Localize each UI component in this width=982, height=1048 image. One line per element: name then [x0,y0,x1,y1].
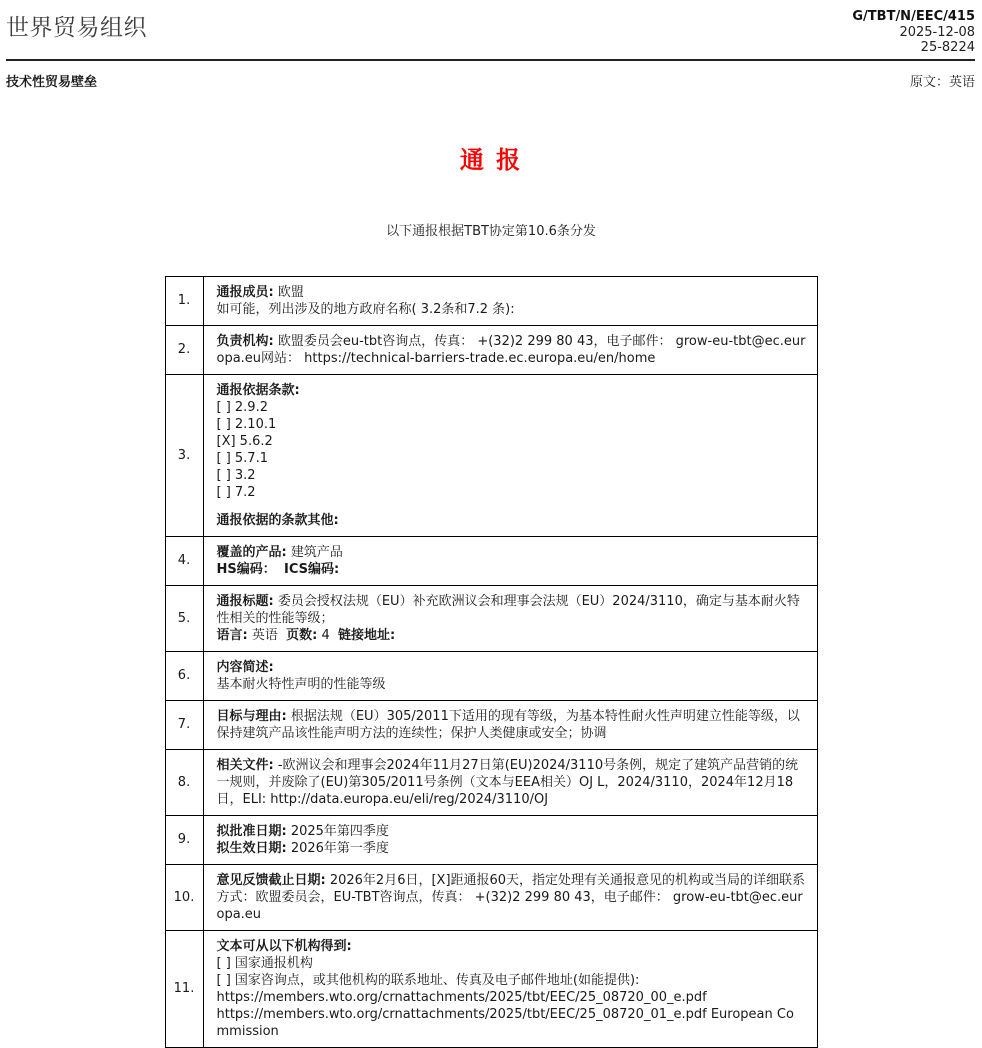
row-number: 10. [165,864,203,930]
field-label: 通报依据的条款其他: [216,512,339,528]
original-language: 原文：英语 [909,74,975,90]
table-row [165,651,817,700]
field-label: 通报依据条款: [216,382,300,398]
row-content [203,749,817,815]
table-row [165,585,817,651]
table-row [165,536,817,585]
row-text-line [217,627,807,644]
row-text-line [217,676,807,693]
field-value: 如可能，列出涉及的地方政府名称( 3.2条和7.2 条): [216,301,515,317]
row-content [203,700,817,749]
table-row [165,374,817,536]
table-row [165,749,817,815]
distribution-note: 以下通报根据TBT协定第10.6条分发 [386,223,596,239]
row-content [203,536,817,585]
field-value: [X] 5.6.2 [216,433,273,449]
row-text-line [217,972,807,989]
section-label: 技术性贸易壁垒 [6,74,98,90]
field-label: 拟批准日期: [216,823,287,839]
row-text-line [217,382,807,399]
row-text-line [217,416,807,433]
row-text-line [217,561,807,578]
field-value: https://members.wto.org/crnattachments/2025/tbt/EEC/25_08720_00_e.pdf [216,989,707,1005]
field-value: [ ] 7.2 [216,484,256,500]
field-label: 负责机构: [216,333,274,349]
field-label: 内容简述: [216,659,274,675]
row-text-line [217,301,807,318]
row-text-line [217,284,807,301]
field-value: 根据法规（EU）305/2011下适用的现有等级，为基本特性耐火性声明建立性能等级，以保持建筑产品该性能声明方法的连续性；保护人类健康或安全；协调 [216,708,800,741]
row-text-line [217,1006,807,1040]
row-text-line [217,467,807,484]
row-number: 4. [165,536,203,585]
document-meta [852,9,975,56]
field-label: 通报成员: [216,284,274,300]
row-content [203,276,817,325]
row-number: 3. [165,374,203,536]
row-content [203,325,817,374]
field-label: HS编码： [216,561,276,577]
field-value: 基本耐火特性声明的性能等级 [216,676,386,692]
row-text-line [217,757,807,808]
row-text-line [217,512,807,529]
field-label: ICS编码: [284,561,340,577]
field-value: https://members.wto.org/crnattachments/2025/tbt/EEC/25_08720_01_e.pdf European Commission [216,1006,794,1039]
field-value: 2026年第一季度 [286,840,389,856]
row-content [203,585,817,651]
field-value: 英语 [247,627,287,643]
row-text-line [217,708,807,742]
field-value: 建筑产品 [286,544,343,560]
field-value: -欧洲议会和理事会2024年11月27日第(EU)2024/3110号条例，规定了建筑产品营销的统一规则，并废除了(EU)第305/2011号条例（文本与EEA相关）OJ L，2024/3110，2024年12月18日，ELI: http://data.europa.eu/eli/reg/2024/3110/OJ [216,757,799,807]
table-row [165,864,817,930]
row-text-line [217,989,807,1006]
row-content [203,651,817,700]
header-divider [6,59,975,61]
notification-table [165,276,818,1048]
field-label: 相关文件: [216,757,274,773]
field-label: 意见反馈截止日期: [216,872,326,888]
field-value: 欧盟 [273,284,304,300]
row-content [203,930,817,1047]
row-text-line [217,399,807,416]
field-value: [ ] 5.7.1 [216,450,268,466]
document-body [0,140,982,1048]
document-date: 2025-12-08 [899,24,975,40]
table-row [165,276,817,325]
row-content [203,374,817,536]
field-value: [ ] 2.10.1 [216,416,277,432]
field-label: 拟生效日期: [216,840,287,856]
table-row [165,815,817,864]
row-text-line [217,938,807,955]
field-label: 链接地址: [337,627,396,643]
field-value: [ ] 3.2 [216,467,256,483]
page-header [0,0,982,90]
field-value: 4 [317,627,338,643]
row-number: 9. [165,815,203,864]
document-code: 25-8224 [920,40,975,55]
row-number: 5. [165,585,203,651]
row-text-line [217,544,807,561]
row-text-line [217,659,807,676]
row-number: 8. [165,749,203,815]
row-text-line [217,450,807,467]
row-number: 2. [165,325,203,374]
field-value: 委员会授权法规（EU）补充欧洲议会和理事会法规（EU）2024/3110，确定与基本耐火特性相关的性能等级； [216,593,800,626]
field-label: 通报标题: [216,593,274,609]
row-text-line [217,433,807,450]
row-text-line [217,872,807,923]
field-value: [ ] 2.9.2 [216,399,268,415]
notice-title: 通 报 [459,145,523,174]
table-row [165,700,817,749]
field-label: 文本可从以下机构得到: [216,938,352,954]
organization-title: 世界贸易组织 [6,15,147,41]
row-content [203,864,817,930]
table-row [165,930,817,1047]
field-value: [ ] 国家通报机构 [216,955,313,971]
table-row [165,325,817,374]
row-text-line [217,333,807,367]
document-number: G/TBT/N/EEC/415 [852,9,975,24]
row-text-line [217,501,807,512]
field-label: 覆盖的产品: [216,544,287,560]
row-number: 1. [165,276,203,325]
field-value: [ ] 国家咨询点，或其他机构的联系地址、传真及电子邮件地址(如能提供): [216,972,640,988]
row-text-line [217,840,807,857]
row-number: 11. [165,930,203,1047]
field-label: 语言: [216,627,248,643]
row-text-line [217,484,807,501]
field-value: 2025年第四季度 [286,823,389,839]
field-value: 2026年2月6日，[X]距通报60天，指定处理有关通报意见的机构或当局的详细联系方式：欧盟委员会，EU-TBT咨询点，传真： +(32)2 299 80 43，电子邮件： grow-eu-tbt@ec.europa.eu [216,872,806,922]
row-content [203,815,817,864]
row-number: 6. [165,651,203,700]
row-text-line [217,823,807,840]
row-text-line [217,593,807,627]
field-value: 欧盟委员会eu-tbt咨询点，传真： +(32)2 299 80 43，电子邮件： grow-eu-tbt@ec.europa.eu网站： https://technical-barriers-trade.ec.europa.eu/en/home [216,333,806,366]
field-label: 目标与理由: [216,708,287,724]
notification-table-body [165,276,817,1047]
field-value [276,562,284,577]
field-label: 页数: [286,627,318,643]
row-number: 7. [165,700,203,749]
row-text-line [217,955,807,972]
